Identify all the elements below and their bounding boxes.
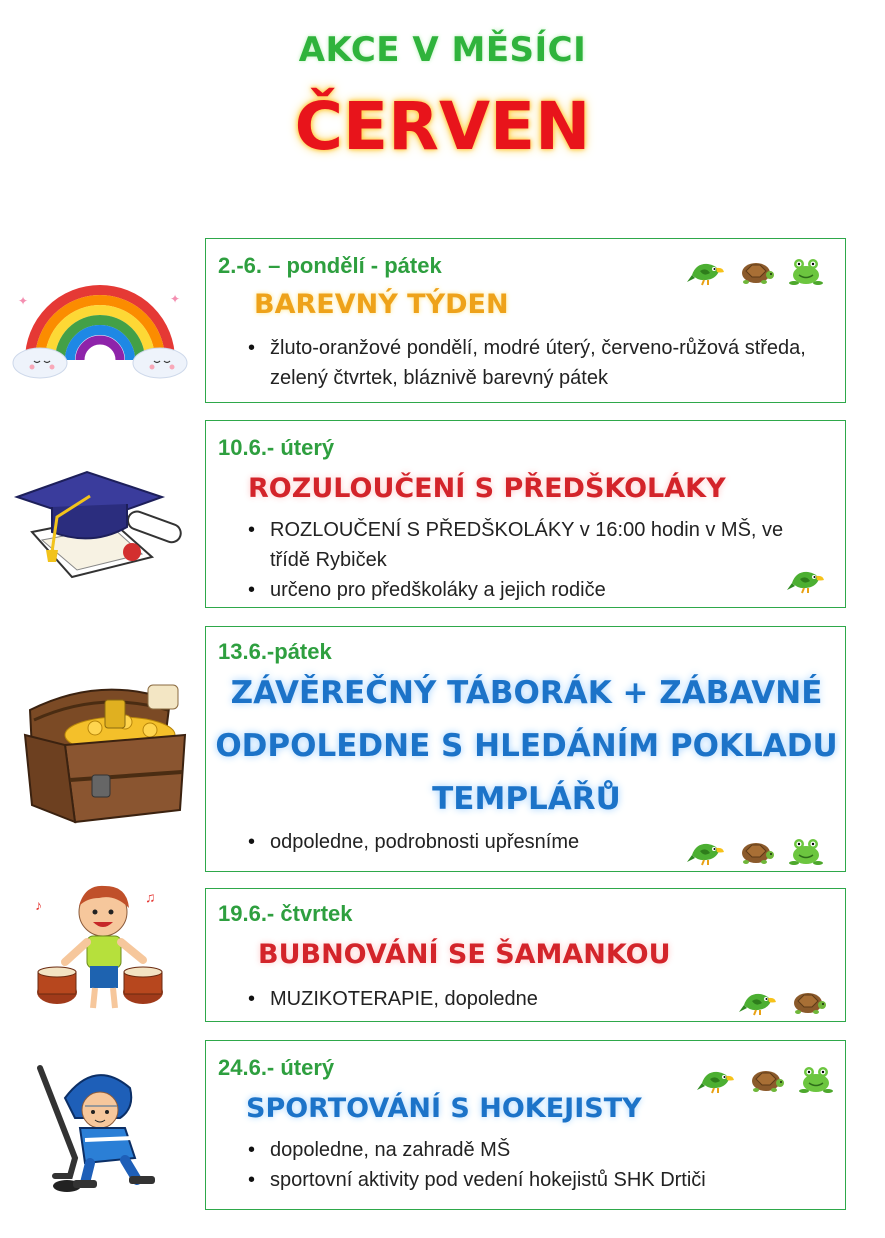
event-card (205, 238, 846, 403)
turtle-icon (736, 255, 776, 287)
turtle-icon (746, 1063, 786, 1095)
list-item: • určeno pro předškoláky a jejich rodiče (240, 575, 820, 605)
hockey-player-icon (25, 1058, 175, 1203)
event-card (205, 888, 846, 1022)
event-date: 2.-6. – pondělí - pátek (218, 253, 442, 278)
rainbow-icon (10, 275, 190, 385)
subtitle-heading: AKCE V MĚSÍCI (298, 30, 587, 70)
drumming-boy-icon (35, 880, 170, 1025)
turtle-icon (788, 985, 828, 1017)
event-title: BUBNOVÁNÍ SE ŠAMANKOU (258, 939, 671, 970)
event-title: ROZULOUČENÍ S PŘEDŠKOLÁKY (248, 473, 726, 504)
event-title: BAREVNÝ TÝDEN (254, 289, 509, 320)
event-title: SPORTOVÁNÍ S HOKEJISTY (246, 1093, 642, 1124)
turtle-icon (736, 835, 776, 867)
title-line: TEMPLÁŘŮ (432, 781, 621, 817)
list-item: • MUZIKOTERAPIE, dopoledne (240, 984, 660, 1014)
svg-text:♫: ♫ (145, 889, 156, 905)
svg-text:✦: ✦ (18, 294, 29, 308)
event-details (240, 984, 660, 1014)
event-card (205, 1040, 846, 1210)
list-item: • dopoledne, na zahradě MŠ (240, 1135, 840, 1165)
frog-icon (786, 835, 826, 867)
parrot-icon (686, 255, 726, 287)
list-item: • sportovní aktivity pod vedení hokejistů SHK Drtiči (240, 1165, 840, 1195)
event-details (240, 827, 660, 857)
event-title (206, 667, 847, 826)
list-item: • ROZLOUČENÍ S PŘEDŠKOLÁKY v 16:00 hodin v MŠ, ve třídě Rybiček (240, 515, 820, 575)
frog-icon (796, 1063, 836, 1095)
svg-text:✦: ✦ (170, 292, 181, 306)
event-date: 24.6.- úterý (218, 1055, 335, 1080)
event-details (240, 333, 830, 393)
title-line: ODPOLEDNE S HLEDÁNÍM POKLADU (215, 728, 838, 764)
event-details (240, 515, 820, 605)
treasure-chest-icon (20, 680, 195, 830)
event-date: 10.6.- úterý (218, 435, 335, 460)
parrot-icon (738, 985, 778, 1017)
event-card (205, 626, 846, 872)
list-item: • odpoledne, podrobnosti upřesníme (240, 827, 660, 857)
list-item: • žluto-oranžové pondělí, modré úterý, červeno-růžová středa, zelený čtvrtek, bláznivě barevný pátek (240, 333, 830, 393)
svg-text:♪: ♪ (35, 897, 42, 913)
event-date: 19.6.- čtvrtek (218, 901, 353, 926)
event-details (240, 1135, 840, 1195)
parrot-icon (686, 835, 726, 867)
title-line: ZÁVĚREČNÝ TÁBORÁK + ZÁBAVNÉ (230, 675, 823, 711)
graduation-cap-icon (12, 462, 187, 592)
frog-icon (786, 255, 826, 287)
event-card (205, 420, 846, 608)
event-date: 13.6.-pátek (218, 639, 332, 664)
month-heading: ČERVEN (294, 88, 591, 165)
parrot-icon (696, 1063, 736, 1095)
parrot-icon (786, 563, 826, 595)
